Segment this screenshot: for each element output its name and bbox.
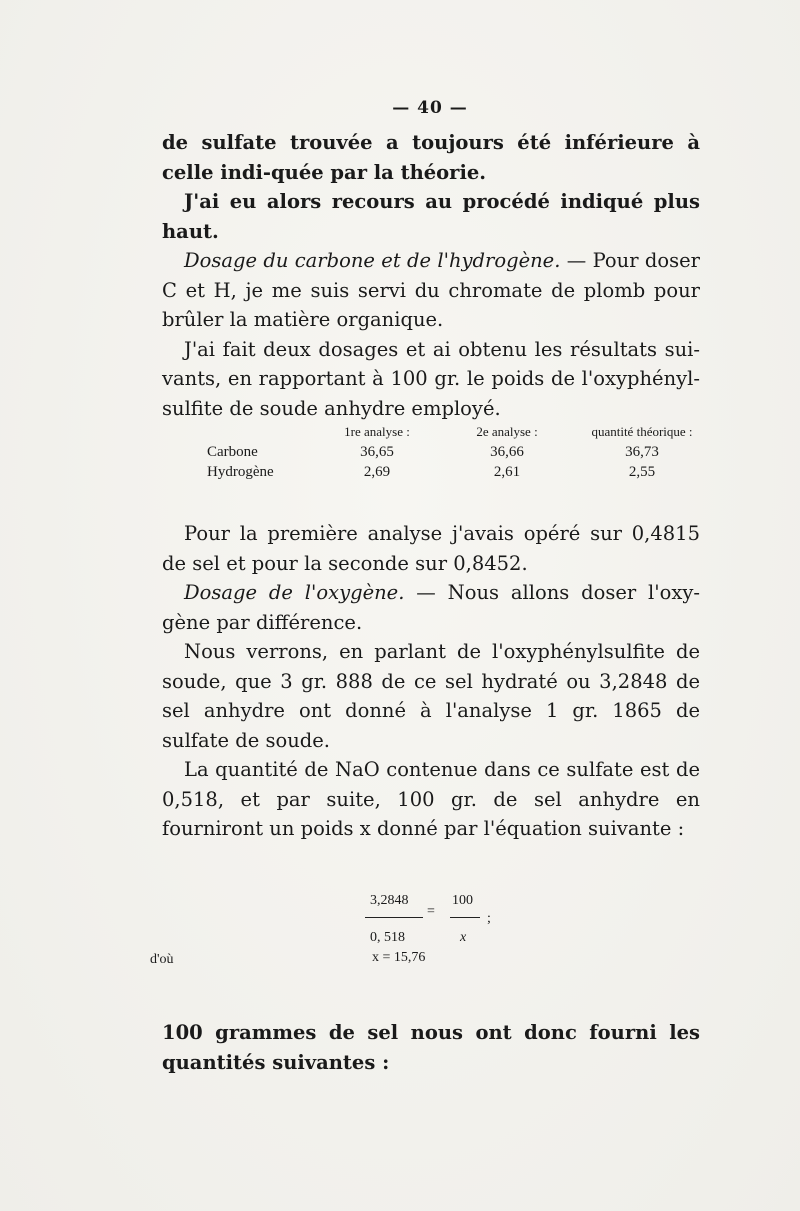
results-table [162,422,722,482]
fraction-bar-1 [365,917,423,918]
table-header-3: quantité théorique : [591,424,693,439]
paragraph-2: J'ai eu alors recours au procédé indiqué plus haut. [162,190,700,243]
equation-numerator-2: 100 [452,893,473,908]
semicolon: ; [487,911,491,926]
table-header-1: 1re analyse : [344,424,410,439]
table-cell: 2,55 [628,464,656,480]
text-block-middle [162,519,700,844]
equals-sign: = [427,904,435,919]
table-row [162,462,722,482]
paragraph-6 [162,578,700,637]
table-header-2: 2e analyse : [476,424,538,439]
equation-denominator-1: 0, 518 [370,930,405,945]
page-number: — 40 — [392,98,468,118]
paragraph-6-text: Nous allons doser l'oxy-gène par différence. [162,581,700,634]
table-cell: 36,66 [490,444,524,460]
equation [150,893,650,993]
fraction-bar-2 [450,917,480,918]
section-title-oxygene: Dosage de l'oxygène. [184,581,405,604]
table-cell: 36,73 [625,444,659,460]
equation-dou: d'où [150,952,174,967]
row-label: Carbone [207,444,258,460]
table-cell: 2,69 [363,464,391,480]
paragraph-5: Pour la première analyse j'avais opéré sur 0,4815 de sel et pour la seconde sur 0,8452. [162,522,700,575]
paragraph-4: J'ai fait deux dosages et ai obtenu les résultats sui-vants, en rapportant à 100 gr. le poids de l'oxyphényl-sulfite de soude anhydre employé. [162,337,700,420]
paragraph-3 [162,246,700,335]
paragraph-8: La quantité de NaO contenue dans ce sulfate est de 0,518, et par suite, 100 gr. de sel anhydre en fourniront un poids x donné par l'équation suivante : [162,758,700,840]
text-block-top [162,128,700,423]
row-label: Hydrogène [207,464,274,480]
title-dash: — [404,581,448,604]
text-block-bottom [162,1018,700,1077]
table-row [162,442,722,462]
paragraph-7: Nous verrons, en parlant de l'oxyphénylsulfite de soude, que 3 gr. 888 de ce sel hydraté ou 3,2848 de sel anhydre ont donné à l'analyse 1 gr. 1865 de sulfate de soude. [162,640,700,752]
paragraph-1: de sulfate trouvée a toujours été inférieure à celle indi-quée par la théorie. [162,131,700,184]
paragraph-3-text: Pour doser C et H, je me suis servi du chromate de plomb pour brûler la matière organique. [162,249,700,331]
equation-denominator-2: x [460,930,467,945]
equation-result: x = 15,76 [372,950,426,965]
table-cell: 2,61 [493,464,521,480]
paragraph-9: 100 grammes de sel nous ont donc fourni les quantités suivantes : [162,1021,700,1074]
title-dash: — [560,249,593,272]
section-title-carbone: Dosage du carbone et de l'hydrogène. [184,249,561,272]
equation-numerator-1: 3,2848 [370,893,409,908]
table-header-row [162,422,722,442]
table-cell: 36,65 [360,444,394,460]
